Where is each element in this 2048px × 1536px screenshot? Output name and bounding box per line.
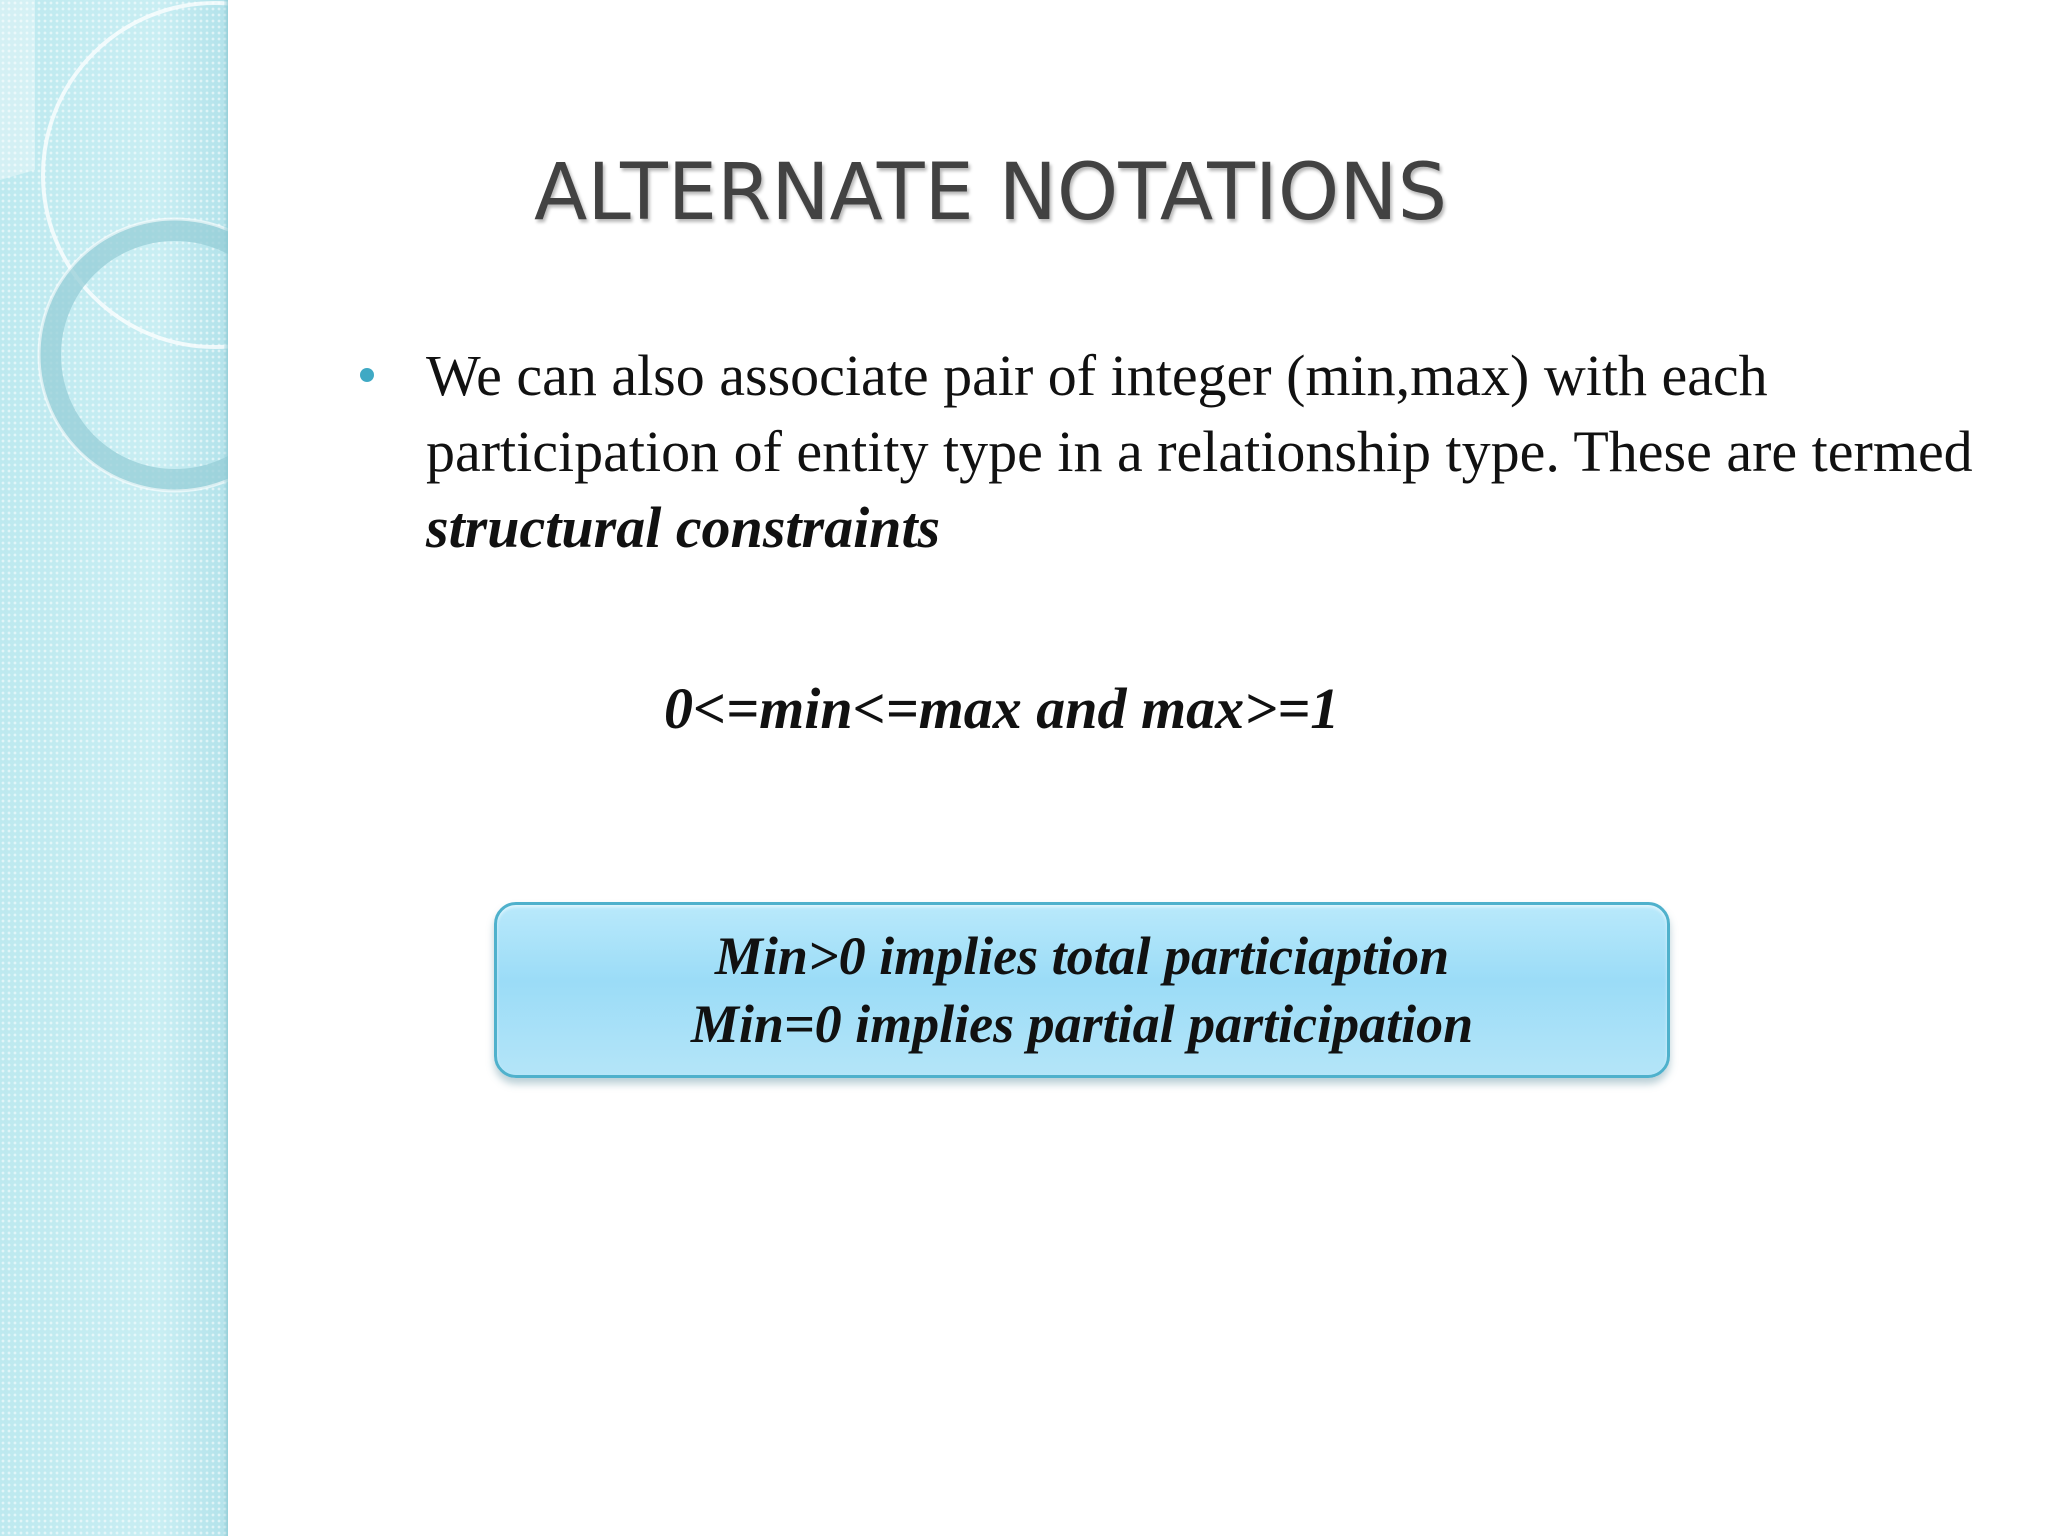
decorative-sidebar — [0, 0, 228, 1536]
bullet-dot-icon — [360, 368, 374, 382]
constraint-formula: 0<=min<=max and max>=1 — [664, 676, 1340, 741]
sidebar-circles-decoration — [0, 0, 228, 1536]
decor-ring-thick — [50, 230, 228, 480]
participation-callout-box — [494, 902, 1670, 1078]
callout-line-partial: Min=0 implies partial participation — [690, 994, 1474, 1054]
bullet-text-plain: We can also associate pair of integer (min,max) with each participation of entity type in a relationship type. These are termed — [426, 343, 1973, 484]
callout-line-total: Min>0 implies total particiaption — [714, 926, 1450, 986]
sidebar-edge — [224, 0, 228, 1536]
bullet-text-emphasis: structural constraints — [426, 495, 941, 560]
slide-title: ALTERNATE NOTATIONS — [534, 148, 1448, 238]
decor-shape — [0, 0, 35, 180]
bullet-text — [426, 338, 2006, 566]
